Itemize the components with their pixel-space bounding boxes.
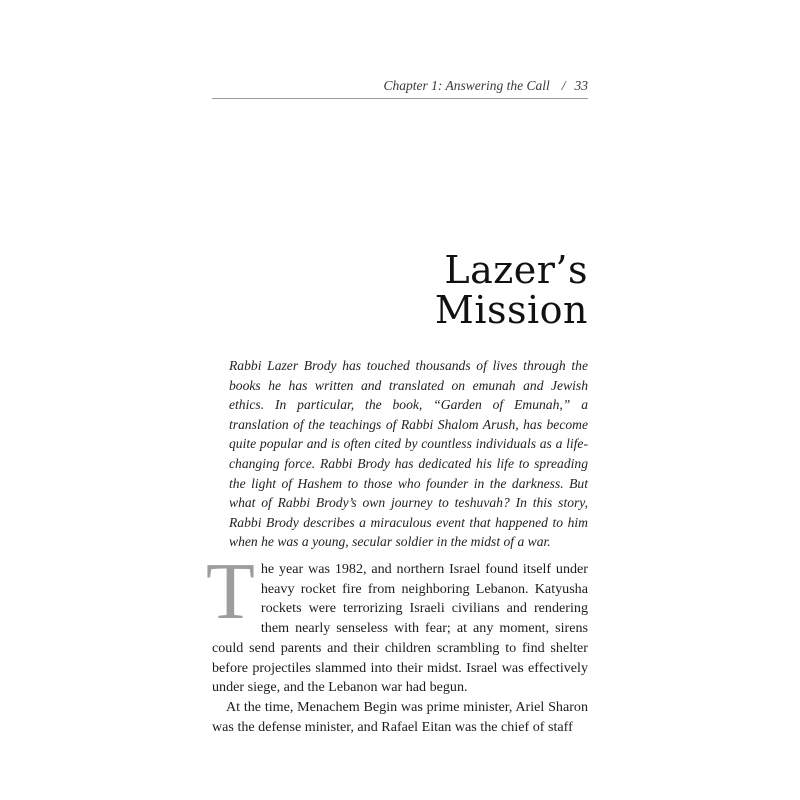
body-text bbox=[206, 548, 588, 737]
paragraph-1-text: he year was 1982, and northern Israel found itself under heavy rocket fire from neighboring Lebanon. Katyusha rockets were terrorizing Israeli civilians and rendering them nearly senseless with fear; at any moment, sirens could send parents and their children scrambling to find shelter before projectiles slammed into their midst. Israel was effectively under siege, and the Lebanon war had begun. bbox=[212, 561, 588, 696]
title-line-1: Lazer’s bbox=[444, 248, 588, 292]
body-paragraph-1 bbox=[206, 548, 588, 698]
running-head-separator: / bbox=[561, 78, 566, 93]
chapter-title: Chapter 1: Answering the Call bbox=[383, 78, 550, 93]
title-line-2: Mission bbox=[434, 288, 588, 332]
story-title bbox=[212, 250, 588, 330]
running-head bbox=[212, 77, 588, 95]
page-number: 33 bbox=[574, 78, 588, 93]
drop-cap: T bbox=[206, 548, 255, 636]
body-paragraph-2: At the time, Menachem Begin was prime minister, Ariel Sharon was the defense minister, and Rafael Eitan was the chief of staff bbox=[212, 698, 588, 735]
intro-paragraph: Rabbi Lazer Brody has touched thousands of lives through the books he has written and translated on emunah and Jewish ethics. In particular, the book, “Garden of Emunah,” a translation of the teachings of Rabbi Shalom Arush, has become quite popular and is often cited by countless individuals as a life-changing force. Rabbi Brody has dedicated his life to spreading the light of Hashem to those who founder in the darkness. But what of Rabbi Brody’s own journey to teshuvah? In this story, Rabbi Brody describes a miraculous event that happened to him when he was a young, secular soldier in the midst of a war. bbox=[229, 358, 588, 550]
header-rule bbox=[212, 98, 588, 99]
